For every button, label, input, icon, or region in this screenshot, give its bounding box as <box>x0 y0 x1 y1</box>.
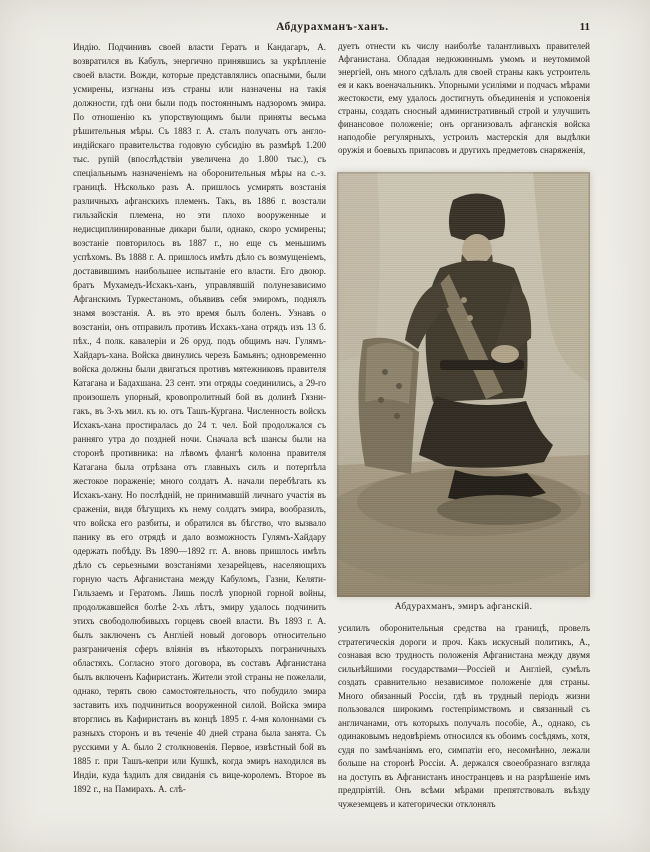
photo-caption: Абдурахманъ, эмиръ афганскій. <box>394 602 533 612</box>
right-column-text-top: дуетъ отнести къ числу наиболѣе талантливыхъ правителей Афганистана. Обладая недюжиннымъ умомъ и неутомимой энергіей, онъ много сдѣлалъ для своей страны какъ устроитель ея и какъ военачальникъ. Упорными усиліями и подчасъ мѣрами жестокости, ему удалось достигнуть объединенія и успокоенія страны, создать сносный административный строй и улучшить финансовое положеніе; онъ организовалъ афганскія войска наподобіе регулярныхъ, устроилъ мастерскія для выдѣлки оружія и боевыхъ припасовъ и другихъ предметовъ снаряженія, <box>338 41 590 155</box>
portrait-photo-illustration <box>337 172 590 597</box>
page-header-title: Абдурахманъ-ханъ. <box>276 21 389 33</box>
page-number: 11 <box>579 21 590 33</box>
portrait-photo <box>337 172 590 597</box>
left-column-text: Индію. Подчинивъ своей власти Гератъ и Кандагаръ, А. возвратился въ Кабулъ, энергично принявшись за укрѣпленіе своей власти. Вожди, которые представлялись опасными, были усмирены, изгнаны изъ страны или назначены на такія должности, гдѣ они были подъ постояннымъ надзоромъ эмира. По отношенію къ упорствующимъ были приняты весьма рѣшительныя мѣры. Съ 1883 г. А. сталъ получать отъ англо-индійскаго правительства годовую субсидію въ размѣрѣ 1.200 тыс. рупій (впослѣдствіи увеличена до 1.800 тыс.), съ спеціальнымъ назначеніемъ на оборонительныя мѣры на с.-з. границѣ. Нѣсколько разъ А. пришлось усмирять возстанія различныхъ афганскихъ племенъ. Такъ, въ 1886 г. возстали гильзайскія племена, но эти плохо вооруженные и недисциплинированные дикари были, однако, скоро усмирены; возстаніе повторилось въ 1887 г., но еще съ меньшимъ успѣхомъ. Въ 1888 г. А. пришлось имѣть дѣло съ возмущеніемъ, доставившимъ наибольшее испытаніе его власти. Его двоюр. братъ Мухамедъ-Исхакъ-ханъ, управлявшій полунезависимо Афганскимъ Туркестаномъ, объявивъ себя эмиромъ, поднялъ знамя возстанія. А. въ это время былъ боленъ. Узнавъ о возстаніи, онъ отправилъ противъ Исхакъ-хана отрядъ изъ 13 б. пѣх., 4 полк. кавалеріи и 26 оруд. подъ общимъ нач. Гулямъ-Хайдаръ-хана. Войска двинулись черезъ Бамьянъ; одновременно войска должны были двигаться противъ мятежниковъ правителя Катагана и Бадахшана. 23 сент. эти отряды соединились, а 29-го произошелъ упорный, кровопролитный бой въ долинѣ Гязни-гакъ, въ 3-хъ мил. къ ю. отъ Ташъ-Кургана. Численность войскъ Исхакъ-хана простиралась до 24 т. чел. Бой продолжался съ ранняго утра до поздней ночи. Сначала всѣ шансы были на сторонѣ противника: на лѣвомъ флангѣ колонна правителя Катагана была отрѣзана отъ главныхъ силъ и потерпѣла жестокое пораженіе; много солдатъ А. начали перебѣгать къ Исхакъ-хану. Но послѣдній, не принимавшій личнаго участія въ сраженіи, видя бѣгущихъ къ нему солдатъ эмира, вообразилъ, что войска его разбиты, и обратился въ бѣгство, что вызвало панику въ его отрядѣ и дало возможность Гулямъ-Хайдару одержать побѣду. Въ 1890—1892 гг. А. вновь пришлось имѣть дѣло съ серьезными возстаніями хезарейцевъ, населяющихъ горную часть Афганистана между Кабуломъ, Газни, Келяти-Гильзаемъ и Гератомъ. Лишь послѣ упорной горной войны, продолжавшейся болѣе 2-хъ лѣтъ, эмиру удалось подчинить этихъ свободолюбивыхъ горцевъ своей власти. Въ 1893 г. А. былъ заключенъ съ Англіей новый договоръ относительно разграниченія сферъ вліянія въ нѣкоторыхъ пограничныхъ областяхъ. Согласно этого договора, въ составъ Афганистана былъ включенъ Кафиристанъ. Жители этой страны не пожелали, однако, терять свою самостоятельность, что побудило эмира заставить ихъ подчиниться вооруженной силой. Войска эмира вторглись въ Кафиристанъ въ концѣ 1895 г. 4-мя колоннами съ разныхъ сторонъ и въ теченіе 40 дней страна была занята. Съ русскими у А. было 2 столкновенія. Первое, извѣстный бой въ 1885 г. при Ташъ-кепри или Кушкѣ, когда эмиръ находился въ Индіи, куда ѣздилъ для свиданія съ вице-королемъ. Второе въ 1892 г., на Памирахъ. А. слѣ- <box>73 42 326 794</box>
right-column-text-bottom: усилилъ оборонительныя средства на границѣ, провелъ стратегическія дороги и проч. Какъ искусный политикъ, А., сознавая всю трудность положенія Афганистана между двумя сильнѣйшими государствами—Россіей и Англіей, сумѣлъ создать сравнительно независимое положеніе для страны. Много обязанный Россіи, гдѣ въ трудный періодъ жизни пользовался широкимъ гостепріимствомъ и связанный съ англичанами, отъ которыхъ получалъ пособіе, А., однако, съ одинаковымъ недовѣріемъ относился къ обоимъ сосѣдямъ, хотя, судя по замѣчаніямъ его, симпатіи его, несомнѣнно, лежали больше на сторонѣ Россіи. А. держался своеобразнаго взгляда на доступъ въ Афганистанъ иностранцевъ и на разрѣшеніе имъ предпріятій. Онъ всѣми мѣрами препятствовалъ въѣзду чужеземцевъ и категорически отклонялъ <box>338 623 590 809</box>
